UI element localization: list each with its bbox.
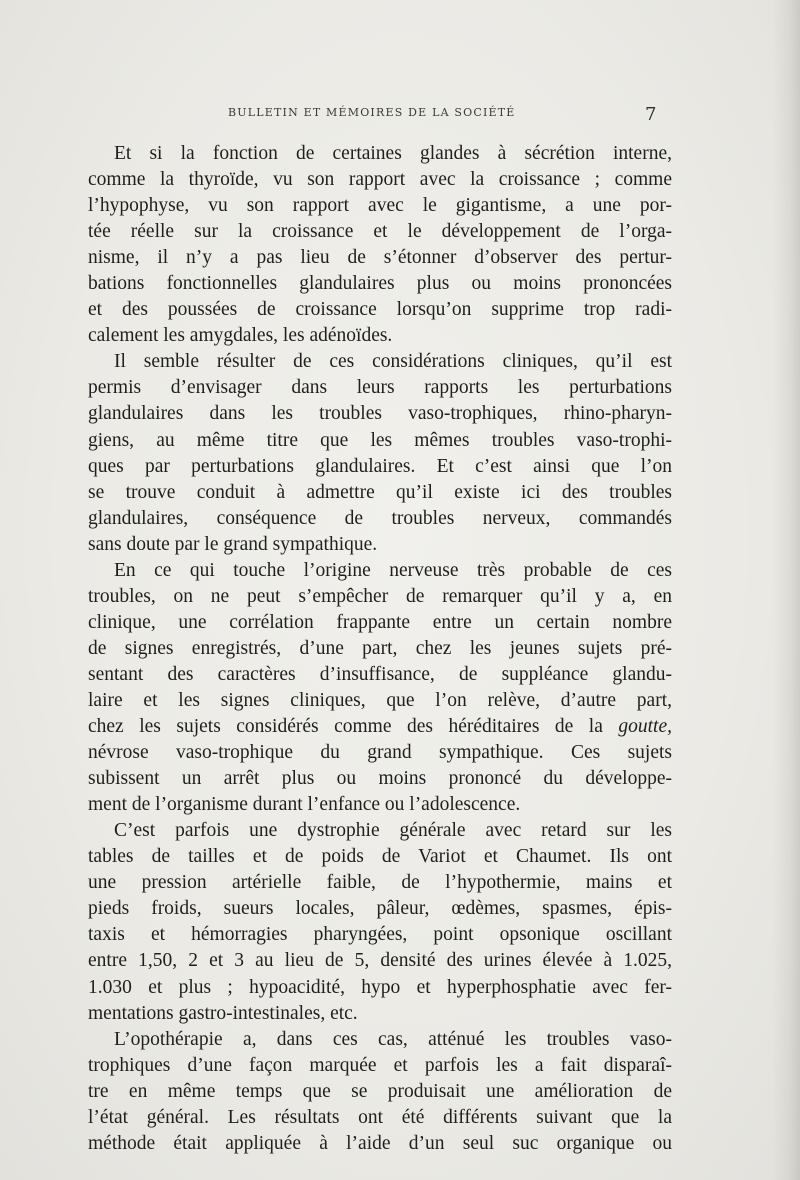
text-line: de signes enregistrés, d’une part, chez les jeunes sujets pré- — [88, 637, 672, 659]
text-line: subissent un arrêt plus ou moins prononcé du développe- — [88, 768, 672, 790]
text-line: Et si la fonction de certaines glandes à sécrétion interne, — [114, 143, 672, 164]
text-line: pieds froids, sueurs locales, pâleur, œdèmes, spasmes, épis- — [88, 898, 672, 920]
text-line: bations fonctionnelles glandulaires plus ou moins prononcées — [88, 273, 672, 295]
page-edge-shadow — [772, 0, 800, 1180]
text-line: ques par perturbations glandulaires. Et c’est ainsi que l’on — [88, 455, 672, 477]
text-line: et des poussées de croissance lorsqu’on supprime trop radi- — [88, 299, 672, 321]
text-line: glandulaires dans les troubles vaso-trophiques, rhino-pharyn- — [88, 403, 672, 425]
text-line: clinique, une corrélation frappante entre un certain nombre — [88, 611, 672, 633]
text-line: troubles, on ne peut s’empêcher de remarquer qu’il y a, en — [88, 585, 672, 607]
text-line: L’opothérapie a, dans ces cas, atténué les troubles vaso- — [114, 1028, 672, 1050]
text-line: En ce qui touche l’origine nerveuse très probable de ces — [114, 559, 672, 581]
text-line: permis d’envisager dans leurs rapports les perturbations — [88, 377, 672, 399]
text-line: giens, au même titre que les mêmes troubles vaso-trophi- — [88, 429, 672, 451]
page-number: 7 — [645, 104, 657, 125]
text-line: méthode était appliquée à l’aide d’un seul suc organique ou — [88, 1132, 672, 1154]
body-text — [88, 141, 672, 1157]
text-line: laire et les signes cliniques, que l’on relève, d’autre part, — [88, 689, 672, 711]
text-line: glandulaires, conséquence de troubles nerveux, commandés — [88, 507, 672, 529]
text-line: l’hypophyse, vu son rapport avec le gigantisme, a une por- — [88, 195, 672, 217]
text-line: tables de tailles et de poids de Variot et Chaumet. Ils ont — [88, 846, 672, 868]
italic-word-goutte: goutte, — [618, 716, 672, 738]
text-line: sentant des caractères d’insuffisance, de suppléance glandu- — [88, 663, 672, 685]
text-line: se trouve conduit à admettre qu’il existe ici des troubles — [88, 481, 672, 503]
text-line: C’est parfois une dystrophie générale avec retard sur les — [114, 820, 672, 842]
text-line: comme la thyroïde, vu son rapport avec la croissance ; comme — [88, 169, 672, 191]
text-line-part: chez les sujets considérés comme des héréditaires de la — [88, 716, 603, 738]
text-line: mentations gastro-intestinales, etc. — [88, 1002, 358, 1024]
text-line: trophiques d’une façon marquée et parfois les a fait disparaî- — [88, 1054, 672, 1076]
text-line: sans doute par le grand sympathique. — [88, 533, 378, 555]
text-line: une pression artérielle faible, de l’hypothermie, mains et — [88, 872, 672, 894]
text-line: Il semble résulter de ces considérations cliniques, qu’il est — [114, 351, 672, 373]
text-line: l’état général. Les résultats ont été différents suivant que la — [88, 1106, 672, 1128]
running-head: BULLETIN ET MÉMOIRES DE LA SOCIÉTÉ — [228, 106, 516, 119]
text-line: nisme, il n’y a pas lieu de s’étonner d’observer des pertur- — [88, 247, 672, 269]
text-line: calement les amygdales, les adénoïdes. — [88, 325, 393, 347]
text-line: 1.030 et plus ; hypoacidité, hypo et hyperphosphatie avec fer- — [88, 976, 672, 998]
text-line: névrose vaso-trophique du grand sympathique. Ces sujets — [88, 742, 672, 764]
text-line: ment de l’organisme durant l’enfance ou l’adolescence. — [88, 794, 521, 816]
text-line-with-italic — [88, 714, 672, 740]
text-line: tre en même temps que se produisait une amélioration de — [88, 1080, 672, 1102]
text-line: tée réelle sur la croissance et le développement de l’orga- — [88, 221, 672, 243]
text-line: taxis et hémorragies pharyngées, point opsonique oscillant — [88, 924, 672, 946]
text-line: entre 1,50, 2 et 3 au lieu de 5, densité des urines élevée à 1.025, — [88, 950, 672, 972]
